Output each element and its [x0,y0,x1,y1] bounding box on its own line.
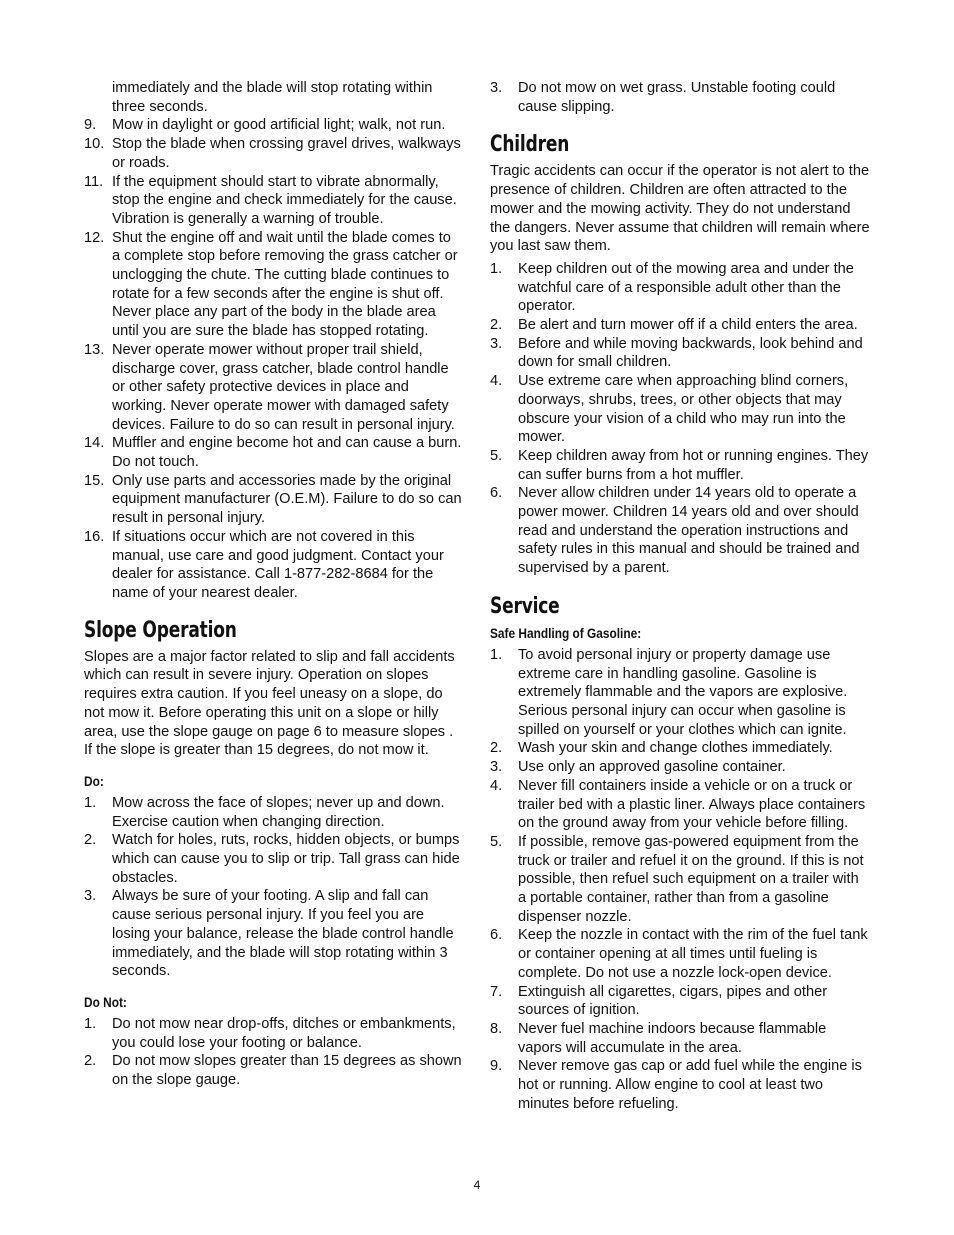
list-item-text: Muffler and engine become hot and can cause a burn. Do not touch. [112,435,462,471]
list-item-text: Keep the nozzle in contact with the rim of the fuel tank or container opening at all times until fueling is complete. Do not use a nozzle lock-open device. [518,927,868,981]
list-item-text: Never allow children under 14 years old to operate a power mower. Children 14 years old and over should read and understand the operation instructions and safety rules in this manual and should be trained and supervised by a parent. [518,485,860,577]
list-item-number: 1. [490,646,503,663]
list-item-text: Watch for holes, ruts, rocks, hidden objects, or bumps which can cause you to slip or trip. Tall grass can hide obstacles. [112,832,460,886]
gasoline-list [490,646,870,1114]
section-heading-service: Service [490,593,560,619]
children-list [490,260,870,578]
subheading-safe-handling-gasoline: Safe Handling of Gasoline: [490,625,642,641]
list-item [490,833,870,927]
list-item [490,316,870,335]
list-item-text: If the equipment should start to vibrate abnormally, stop the engine and check immediately for the cause. Vibration is generally a warning of trouble. [112,173,457,227]
list-item-number: 7. [490,983,503,1000]
section-heading-slope-operation: Slope Operation [84,617,237,643]
list-item-text: Stop the blade when crossing gravel drives, walkways or roads. [112,136,461,171]
section-heading-children: Children [490,132,570,158]
list-item [84,434,462,471]
page-number: 4 [473,1178,481,1192]
list-item-text: Keep children out of the mowing area and under the watchful care of a responsible adult other than the operator. [518,260,854,315]
safety-list-continued [84,79,462,603]
list-item-text: Extinguish all cigarettes, cigars, pipes and other sources of ignition. [518,983,828,1019]
list-item [490,372,870,447]
list-item-text: Do not mow slopes greater than 15 degrees as shown on the slope gauge. [112,1053,462,1089]
do-list [84,794,462,981]
list-item-continuation [84,79,462,116]
list-item-number: 1. [84,794,97,811]
list-item-number: 4. [490,373,503,390]
list-item [490,260,870,316]
list-item-text: If situations occur which are not covered in this manual, use care and good judgment. Contact your dealer for assistance. Call 1-877-282-8684 for the name of your nearest dealer. [112,528,444,601]
list-item-text: Always be sure of your footing. A slip and fall can cause serious personal injury. If you feel you are losing your balance, release the blade control handle immediately, and the blade will stop rotating within 3 seconds. [112,888,454,980]
list-item [84,229,462,341]
list-item-text: Before and while moving backwards, look behind and down for small children. [518,335,863,371]
list-item [84,1015,462,1052]
list-item [490,79,870,116]
list-item-text: Be alert and turn mower off if a child enters the area. [518,317,858,334]
list-item [84,341,462,435]
list-item [490,926,870,982]
list-item-text: Never fuel machine indoors because flammable vapors will accumulate in the area. [518,1020,827,1056]
list-item [84,887,462,981]
list-item-text: Mow in daylight or good artificial light; walk, not run. [112,117,446,134]
list-item-text: Never operate mower without proper trail shield, discharge cover, grass catcher, blade control handle or other safety protective devices in place and working. Never operate mower with damaged safety devices. Failure to do so can result in personal injury. [112,341,455,433]
list-item [490,777,870,833]
list-item-number: 1. [490,260,503,277]
list-item [490,758,870,777]
list-item [490,739,870,758]
list-item-text: Wash your skin and change clothes immediately. [518,740,833,757]
children-intro-paragraph: Tragic accidents can occur if the operator is not alert to the presence of children. Children are often attracted to the mower and the mowing activity. They do not understand the dangers. Never assume that children will remain where you last saw them. [490,163,870,255]
list-item-number: 5. [490,447,503,464]
list-item [84,1052,462,1089]
list-item-text: Use only an approved gasoline container. [518,759,786,776]
list-item-text: Only use parts and accessories made by the original equipment manufacturer (O.E.M). Failure to do so can result in personal injury. [112,472,462,527]
list-item [490,1020,870,1057]
list-item-text: Never fill containers inside a vehicle or on a truck or trailer bed with a plastic liner. Always place containers on the ground away from your vehicle before filling. [518,777,866,832]
list-item-text: To avoid personal injury or property damage use extreme care in handling gasoline. Gasoline is extremely flammable and the vapors are explosive. Serious personal injury can occur when gasoline is spilled on yourself or your clothes which can ignite. [518,646,848,738]
list-item-number: 8. [490,1020,503,1037]
list-item-number: 9. [490,1058,503,1075]
list-item [84,135,462,172]
list-item-text: Mow across the face of slopes; never up and down. Exercise caution when changing direction. [112,794,445,830]
do-not-list [84,1015,462,1090]
list-item [490,484,870,578]
list-item-text: immediately and the blade will stop rotating within three seconds. [112,80,433,115]
list-item-text: If possible, remove gas-powered equipment from the truck or trailer and refuel it on the ground. If this is not possible, then refuel such equipment on a trailer with a portable container, rather than from a gasoline dispenser nozzle. [518,833,864,925]
list-item-number: 3. [490,759,503,776]
do-not-list-continued [490,79,870,116]
list-item [490,1057,870,1113]
list-item-number: 2. [84,1053,97,1070]
list-item-number: 11. [84,173,104,190]
list-item [84,528,462,603]
list-item-number: 2. [84,832,97,849]
list-item-number: 13. [84,341,105,358]
list-item-number: 14. [84,435,105,452]
right-column [490,79,870,1113]
list-item-text: Shut the engine off and wait until the blade comes to a complete stop before removing the grass catcher or unclogging the chute. The cutting blade continues to rotate for a few seconds after the engine is shut off. Never place any part of the body in the blade area until you are sure the blade has stopped rotating. [112,229,458,340]
list-item [84,794,462,831]
list-item-number: 6. [490,927,503,944]
list-item-text: Keep children away from hot or running engines. They can suffer burns from a hot muffler. [518,447,869,483]
list-item-number: 1. [84,1015,97,1032]
list-item [490,646,870,740]
list-item-number: 2. [490,740,503,757]
list-item [84,831,462,887]
list-item [84,116,462,135]
list-item-number: 5. [490,833,503,850]
slope-intro-paragraph: Slopes are a major factor related to slip and fall accidents which can result in severe injury. Operation on slopes requires extra caution. If you feel uneasy on a slope, do not mow it. Before operating this unit on a slope or hilly area, use the slope gauge on page 6 to measure slopes . If the slope is greater than 15 degrees, do not mow it. [84,648,455,759]
list-item-number: 15. [84,472,105,489]
left-column [84,79,462,1090]
list-item-number: 3. [490,80,503,96]
list-item-text: Do not mow near drop-offs, ditches or embankments, you could lose your footing or balance. [112,1015,456,1051]
list-item-text: Do not mow on wet grass. Unstable footing could cause slipping. [518,80,836,115]
list-item-text: Use extreme care when approaching blind corners, doorways, shrubs, trees, or other objects that may obscure your vision of a child who may run into the mower. [518,373,849,446]
list-item-text: Never remove gas cap or add fuel while the engine is hot or running. Allow engine to cool at least two minutes before refueling. [518,1058,862,1112]
list-item-number: 2. [490,317,503,334]
list-item-number: 6. [490,485,503,502]
list-item-number: 3. [490,335,503,352]
list-item [490,335,870,372]
list-item [490,447,870,484]
list-item-number: 12. [84,229,105,246]
subheading-do-not: Do Not: [84,994,127,1010]
list-item [84,472,462,528]
subheading-do: Do: [84,773,104,789]
list-item [490,983,870,1020]
list-item-number: 4. [490,777,503,794]
list-item-number: 3. [84,888,97,905]
list-item-number: 10. [84,136,105,153]
list-item-number: 9. [84,117,97,134]
list-item-number: 16. [84,528,105,545]
list-item [84,173,462,229]
